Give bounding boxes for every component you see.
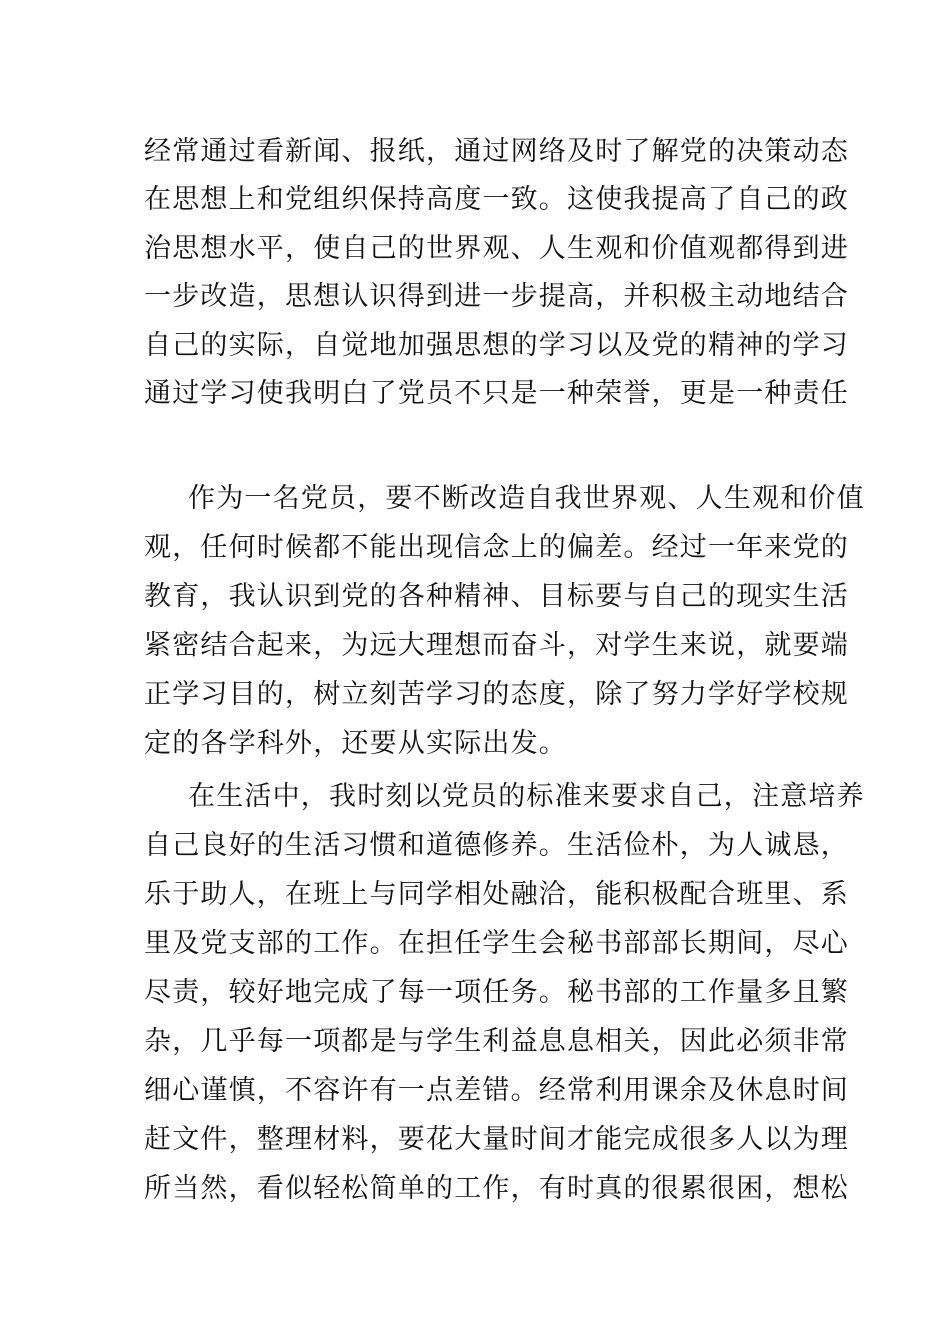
text-line: 自己良好的生活习惯和道德修养。生活俭朴，为人诚恳， [144,830,849,861]
text-line: 作为一名党员，要不断改造自我世界观、人生观和价值 [188,483,865,514]
text-line: 一步改造，思想认识得到进一步提高，并积极主动地结合 [144,281,849,312]
text-line: 里及党支部的工作。在担任学生会秘书部部长期间，尽心 [144,928,849,959]
text-line: 治思想水平，使自己的世界观、人生观和价值观都得到进 [144,233,849,264]
text-line: 经常通过看新闻、报纸，通过网络及时了解党的决策动态 [144,136,849,167]
text-line: 所当然，看似轻松简单的工作，有时真的很累很困，想松 [144,1173,849,1204]
text-line: 通过学习使我明白了党员不只是一种荣誉，更是一种责任 [144,378,849,409]
text-line: 观，任何时候都不能出现信念上的偏差。经过一年来党的 [144,532,849,563]
text-line: 赶文件，整理材料，要花大量时间才能完成很多人以为理 [144,1124,849,1155]
text-line: 在生活中，我时刻以党员的标准来要求自己，注意培养 [188,781,865,812]
text-line: 正学习目的，树立刻苦学习的态度，除了努力学好学校规 [144,679,849,710]
text-line: 教育，我认识到党的各种精神、目标要与自己的现实生活 [144,581,849,612]
text-line: 尽责，较好地完成了每一项任务。秘书部的工作量多且繁 [144,977,849,1008]
text-line: 在思想上和党组织保持高度一致。这使我提高了自己的政 [144,184,849,215]
text-line: 紧密结合起来，为远大理想而奋斗，对学生来说，就要端 [144,630,849,661]
text-line: 杂，几乎每一项都是与学生利益息息相关，因此必须非常 [144,1026,849,1057]
text-line: 细心谨慎，不容许有一点差错。经常利用课余及休息时间 [144,1075,849,1106]
text-line: 自己的实际，自觉地加强思想的学习以及党的精神的学习 [144,330,849,361]
text-line: 乐于助人，在班上与同学相处融洽，能积极配合班里、系 [144,879,849,910]
text-line: 定的各学科外，还要从实际出发。 [144,728,567,759]
